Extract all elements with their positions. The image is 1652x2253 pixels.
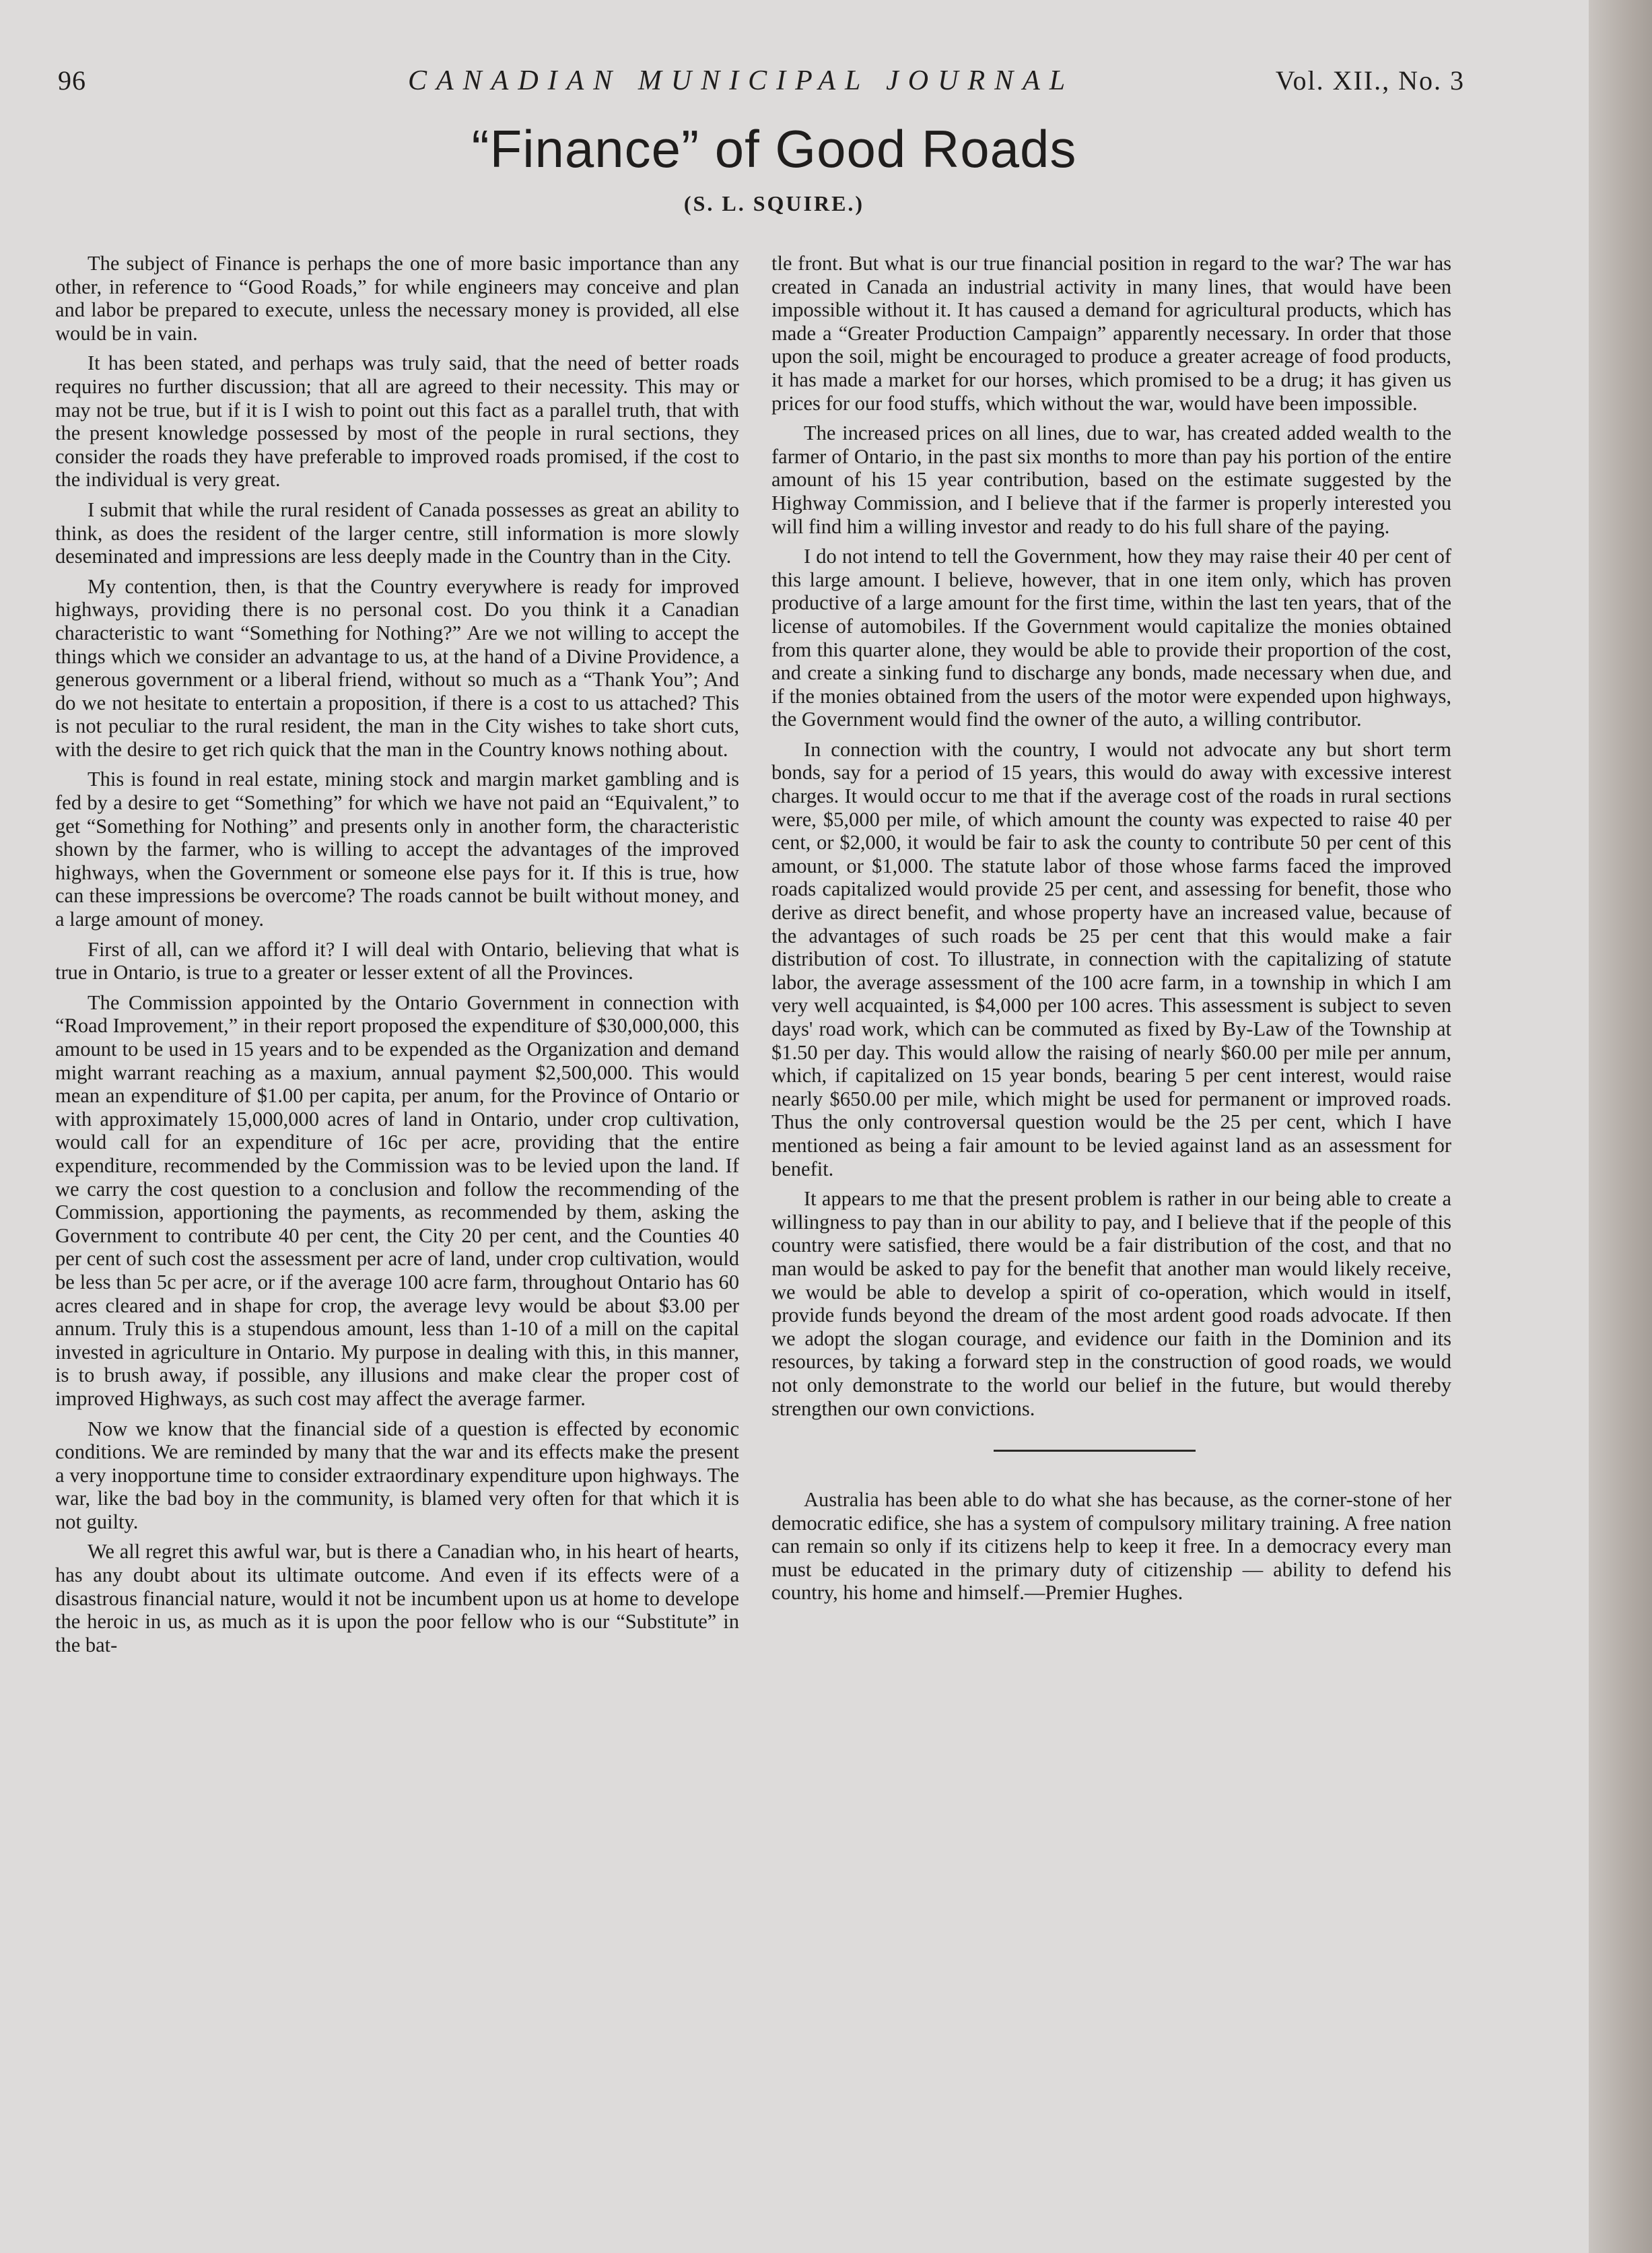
- paragraph: First of all, can we afford it? I will deal with Ontario, believing that what is true in Ontario, is true to a greater or lesser extent of all the Provinces.: [55, 937, 739, 984]
- section-divider: [994, 1450, 1196, 1452]
- paragraph: This is found in real estate, mining stock and margin market gambling and is fed by a desire to get “Something” for which we have not paid an “Equivalent,” to get “Something for Nothing” and presents only in another form, the characteristic shown by the farmer, who is willing to accept the advantages of the improved highways, when the Government or someone else pays for it. If this is true, how can these impressions be overcome? The roads cannot be built without money, and a large amount of money.: [55, 768, 739, 931]
- paragraph: It has been stated, and perhaps was truly said, that the need of better roads requires no further discussion; that all are agreed to their necessity. This may or may not be true, but if it is I wish to point out this fact as a parallel truth, that with the present knowledge possessed by most of the people in rural sections, they consider the roads they have preferable to improved roads promised, if the cost to the individual is very great.: [55, 351, 739, 492]
- paragraph: The increased prices on all lines, due to war, has created added wealth to the farmer of Ontario, in the past six months to more than pay his portion of the entire amount of his 15 year contribution, based on the estimate suggested by the Highway Commission, and I believe that if the farmer is properly interested you will find him a willing investor and ready to do his full share of the paying.: [771, 422, 1451, 538]
- paragraph: My contention, then, is that the Country everywhere is ready for improved highways, providing there is no personal cost. Do you think it a Canadian characteristic to want “Something for Nothing?” Are we not willing to accept the things which we consider an advantage to us, at the hand of a Divine Providence, a generous government or a liberal friend, without so much as a “Thank You”; And do we not hesitate to entertain a proposition, if there is a cost to us attached? This is not peculiar to the rural resident, the man in the City wishes to take short cuts, with the desire to get rich quick that the man in the Country knows nothing about.: [55, 574, 739, 761]
- article-author: (S. L. SQUIRE.): [683, 191, 865, 215]
- running-head: [58, 65, 1465, 105]
- paragraph: tle front. But what is our true financial position in regard to the war? The war has created in Canada an industrial activity in many lines, that would have been impossible without it. It has caused a demand for agricultural products, which has made a “Greater Production Campaign” apparently necessary. In order that those upon the soil, might be encouraged to produce a greater acreage of food products, it has made a market for our horses, which promised to be a drug; it has given us prices for our food stuffs, which without the war, would have been impossible.: [771, 252, 1451, 415]
- paragraph: We all regret this awful war, but is there a Canadian who, in his heart of hearts, has any doubt about its ultimate outcome. And even if its effects were of a disastrous financial nature, would it not be incumbent upon us at home to develope the heroic in us, as much as it is upon the poor fellow who is our “Substitute” in the bat-: [55, 1540, 739, 1656]
- paragraph: Now we know that the financial side of a question is effected by economic conditions. We are reminded by many that the war and its effects make the present a very inopportune time to consider extraordinary expenditure upon highways. The war, like the bad boy in the community, is blamed very often for that which it is not guilty.: [55, 1417, 739, 1533]
- right-column: [771, 252, 1451, 1611]
- paragraph: I submit that while the rural resident of Canada possesses as great an ability to think, as does the resident of the larger centre, still information is more slowly deseminated and impressions are less deeply made in the Country than in the City.: [55, 498, 739, 568]
- paragraph: The Commission appointed by the Ontario Government in connection with “Road Improvement,” in their report proposed the expenditure of $30,000,000, this amount to be used in 15 years and to be expended as the Organization and demand might warrant reaching as a maxium, annual payment $2,500,000. This would mean an expenditure of $1.00 per capita, per anum, for the Province of Ontario or with approximately 15,000,000 acres of land in Ontario, under crop cultivation, would call for an expenditure of 16c per acre, providing that the entire expenditure, recommended by the Commission was to be levied upon the land. If we carry the cost question to a conclusion and follow the recommending of the Commission, apportioning the payments, as recommended by them, asking the Government to contribute 40 per cent, the City 20 per cent, and the Counties 40 per cent of such cost the assessment per acre of land, under crop cultivation, would be less than 5c per acre, or if the average 100 acre farm, throughout Ontario has 60 acres cleared and in shape for crop, the average levy would be about $3.00 per annum. Truly this is a stupendous amount, less than 1-10 of a mill on the capital invested in agriculture in Ontario. My purpose in dealing with this, in this manner, is to brush away, if possible, any illusions and make clear the proper cost of improved Highways, as such cost may affect the average farmer.: [55, 990, 739, 1410]
- paragraph: The subject of Finance is perhaps the one of more basic importance than any other, in reference to “Good Roads,” for while engineers may conceive and plan and labor be prepared to execute, unless the necessary money is provided, all else would be in vain.: [55, 252, 739, 345]
- volume-issue: Vol. XII., No. 3: [1275, 65, 1465, 96]
- page-number: 96: [58, 65, 86, 96]
- paragraph: I do not intend to tell the Government, how they may raise their 40 per cent of this large amount. I believe, however, that in one item only, which has proven productive of a large amount for the first time, within the last ten years, that of the license of automobiles. If the Government would capitalize the monies obtained from this quarter alone, they would be able to provide their proportion of the cost, and create a sinking fund to discharge any bonds, made necessary when due, and if the monies obtained from the users of the motor were expended upon highways, the Government would find the owner of the auto, a willing contributor.: [771, 545, 1451, 731]
- filler-paragraph: Australia has been able to do what she has because, as the corner-stone of her democratic edifice, she has a system of compulsory military training. A free nation can remain so only if its citizens help to keep it free. In a democracy every man must be educated in the primary duty of citizenship — ability to defend his country, his home and himself.—Premier Hughes.: [771, 1488, 1451, 1605]
- paragraph: In connection with the country, I would not advocate any but short term bonds, say for a period of 15 years, this would do away with excessive interest charges. It would occur to me that if the average cost of the roads in rural sections were, $5,000 per mile, of which amount the county was expected to raise 40 per cent, or $2,000, it would be fair to ask the county to contribute 50 per cent of this amount, or $1,000. The statute labor of those whose farms faced the improved roads capitalized would provide 25 per cent, and assessing for benefit, those who derive as direct benefit, and whose property have an increased value, because of the advantages of such roads be 25 per cent that this would make a fair distribution of cost. To illustrate, in connection with the capitalizing of statute labor, the average assessment of the 100 acre farm, in a township in which I am very well acquainted, is $4,000 per 100 acres. This assessment is subject to seven days' road work, which can be commuted as fixed by By-Law of the Township at $1.50 per day. This would allow the raising of nearly $60.00 per mile per annum, which, if capitalized on 15 year bonds, bearing 5 per cent interest, would raise nearly $650.00 per mile, which might be used for permanent or improved roads. Thus the only controversal question would be the 25 per cent, which I have mentioned as being a fair amount to be levied against land as an assessment for benefit.: [771, 737, 1451, 1180]
- paragraph: It appears to me that the present problem is rather in our being able to create a willingness to pay than in our ability to pay, and I believe that if the people of this country were satisfied, there would be a fair distribution of the cost, and that no man would be asked to pay for the benefit that another man would likely receive, we would be able to develop a spirit of co-operation, which would in itself, provide funds beyond the dream of the most ardent good roads advocate. If then we adopt the slogan courage, and evidence our faith in the Dominion and its resources, by taking a forward step in the construction of good roads, we would not only demonstrate to the world our belief in the future, but would thereby strengthen our own convictions.: [771, 1187, 1451, 1420]
- journal-name: CANADIAN MUNICIPAL JOURNAL: [408, 65, 1075, 96]
- page-edge-shadow: [1589, 0, 1652, 2253]
- left-column: [55, 252, 739, 1663]
- filler-item: [771, 1488, 1451, 1605]
- article-title: “Finance” of Good Roads: [471, 119, 1077, 178]
